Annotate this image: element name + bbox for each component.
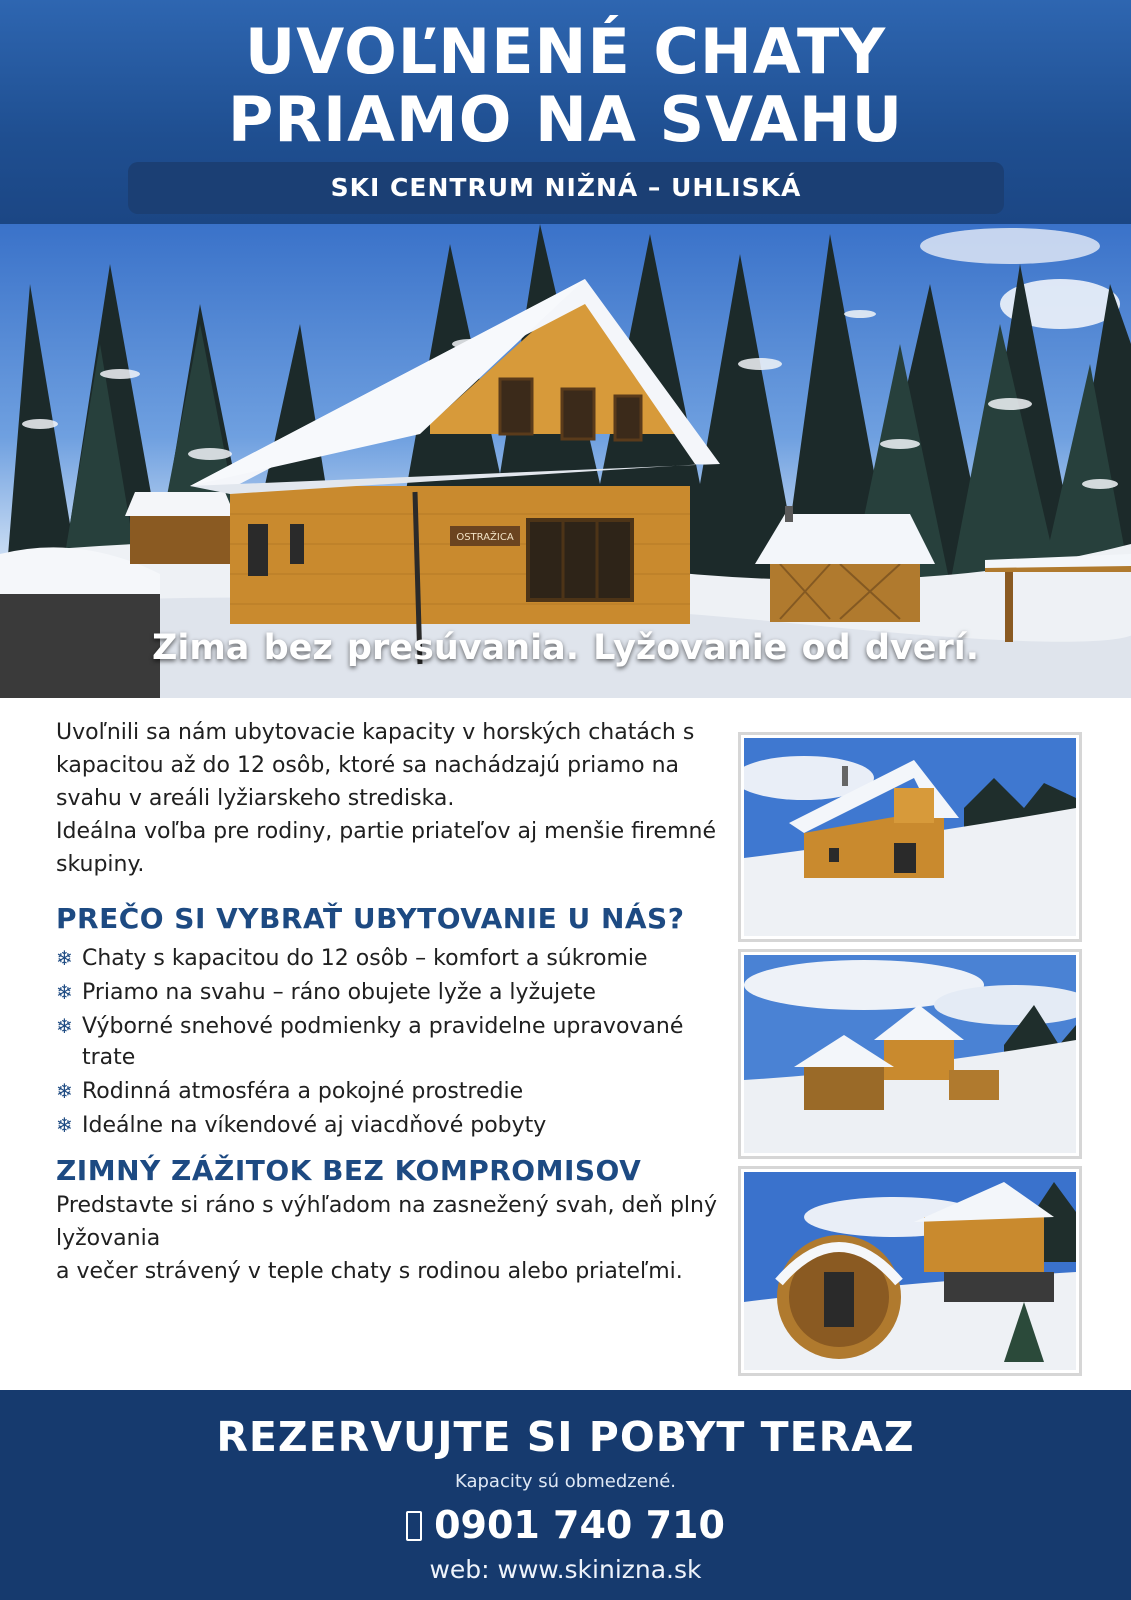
- phone-row[interactable]: [0, 1502, 1131, 1548]
- why-list: [56, 943, 736, 1141]
- snowflake-icon: ❄: [56, 946, 73, 970]
- list-item: ❄ Rodinná atmosféra a pokojné prostredie: [56, 1076, 736, 1107]
- page-title: [0, 15, 1131, 156]
- photo-barrel-sauna: [738, 1166, 1082, 1376]
- capacity-note: Kapacity sú obmedzené.: [454, 1471, 676, 1492]
- list-item: ❄ Chaty s kapacitou do 12 osôb – komfort a súkromie: [56, 943, 736, 974]
- header-banner: [0, 0, 1131, 224]
- winter-line-1: Predstavte si ráno s výhľadom na zasnežený svah, deň plný lyžovania: [56, 1193, 717, 1251]
- snowflake-icon: ❄: [56, 1014, 73, 1038]
- photo-chalet-gazebo: [738, 949, 1082, 1159]
- phone-number[interactable]: 0901 740 710: [434, 1503, 725, 1547]
- snowflake-icon: ❄: [56, 1079, 73, 1103]
- phone-icon: [406, 1511, 422, 1541]
- snowflake-icon: ❄: [56, 980, 73, 1004]
- photo-chalet-slope: [738, 732, 1082, 942]
- intro-paragraph-1: Uvoľnili sa nám ubytovacie kapacity v horských chatách s kapacitou až do 12 osôb, ktoré sa nachádzajú priamo na svahu v areáli lyžiarskeho strediska.: [56, 720, 695, 811]
- hero-tagline: Zima bez presúvania. Lyžovanie od dverí.: [151, 628, 980, 668]
- why-heading: PREČO SI VYBRAŤ UBYTOVANIE U NÁS?: [56, 902, 685, 935]
- winter-heading: ZIMNÝ ZÁŽITOK BEZ KOMPROMISOV: [56, 1154, 642, 1187]
- snowflake-icon: ❄: [56, 1113, 73, 1137]
- cta-heading: REZERVUJTE SI POBYT TERAZ: [216, 1413, 915, 1461]
- subtitle-bar: SKI CENTRUM NIŽNÁ – UHLISKÁ: [128, 162, 1004, 214]
- list-item: ❄ Priamo na svahu – ráno obujete lyže a lyžujete: [56, 977, 736, 1008]
- photo-column: [738, 732, 1082, 1383]
- hero-photo: [0, 224, 1131, 698]
- title-line-2: PRIAMO NA SVAHU: [227, 83, 904, 156]
- list-item: ❄ Výborné snehové podmienky a pravidelne upravované trate: [56, 1011, 736, 1073]
- title-line-1: UVOĽNENÉ CHATY: [244, 15, 887, 88]
- list-item: ❄ Ideálne na víkendové aj viacdňové pobyty: [56, 1110, 736, 1141]
- winter-line-2: a večer strávený v teple chaty s rodinou alebo priateľmi.: [56, 1259, 683, 1284]
- website-link[interactable]: web: www.skinizna.sk: [429, 1555, 702, 1584]
- footer-banner: [0, 1390, 1131, 1600]
- winter-text: [56, 1189, 736, 1288]
- main-content: [56, 716, 736, 1288]
- intro-text: [56, 716, 736, 881]
- chalet-sign: OSTRAŽICA: [456, 532, 514, 543]
- intro-paragraph-2: Ideálna voľba pre rodiny, partie priateľov aj menšie firemné skupiny.: [56, 819, 716, 877]
